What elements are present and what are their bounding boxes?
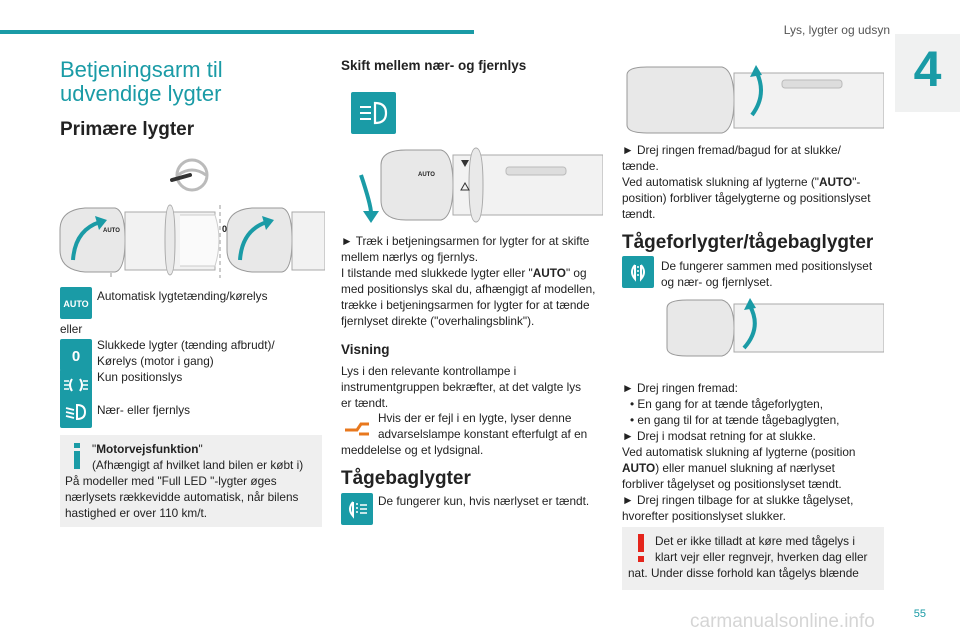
vis-line-3: er tændt. bbox=[341, 396, 389, 410]
vis-line-6: meddelelse og et lydsignal. bbox=[341, 443, 484, 457]
note-line-1: (Afhængigt af hvilket land bilen er købt i) bbox=[92, 458, 304, 472]
switch-beam-heading: Skift mellem nær- og fjernlys bbox=[341, 58, 527, 73]
motorway-note-box: "Motorvejsfunktion" (Afhængigt af hvilket land bilen er købt i) På modeller med "Full LED "-lygter øges nærlysets rækkevidde automatisk, når bilens hastighed er over 110 km/t. bbox=[60, 435, 322, 527]
para1-line-2: mellem nærlys og fjernlys. bbox=[341, 250, 479, 264]
section-title: Lys, lygter og udsyn bbox=[783, 23, 890, 37]
warning-icon bbox=[636, 534, 646, 562]
p2-line-3: • en gang til for at tænde tågebaglygten, bbox=[630, 413, 840, 427]
rear-fog-text: De fungerer kun, hvis nærlyset er tændt. bbox=[378, 494, 590, 508]
page-title: Betjeningsarm til udvendige lygter bbox=[60, 57, 223, 106]
lights-off-icon-label: 0 bbox=[71, 348, 81, 365]
p2-line-8: ► Drej ringen tilbage for at slukke tågelyset, bbox=[622, 493, 854, 507]
chapter-number: 4 bbox=[913, 41, 942, 97]
p2-line-4: ► Drej i modsat retning for at slukke. bbox=[622, 429, 816, 443]
stalk-illustration-ring bbox=[622, 65, 884, 135]
p1-auto: AUTO bbox=[818, 175, 853, 189]
vis-line-2: instrumentgruppen bekræfter, at det valgte lys bbox=[341, 380, 581, 394]
position-lights-text: Kun positionslys bbox=[97, 370, 183, 384]
para1-line-1: ► Træk i betjeningsarmen for lygter for at skifte bbox=[341, 234, 590, 248]
stalk-auto-label: AUTO bbox=[103, 228, 120, 234]
stalk-illustration-fog-ring bbox=[662, 298, 884, 358]
chapter-tab bbox=[895, 34, 960, 112]
para1-line-4: med positionslys skal du, afhængigt af modellen, bbox=[341, 282, 596, 296]
vis-line-5: advarselslampe konstant efterfulgt af en bbox=[378, 427, 588, 441]
p2-line-9: hvorefter positionslyset slukker. bbox=[622, 509, 786, 523]
fog-warning-box bbox=[622, 527, 884, 590]
lights-off-text-1: Slukkede lygter (tænding afbrudt)/ bbox=[97, 338, 275, 352]
para1-line-3a: I tilstande med slukkede lygter eller " bbox=[341, 266, 533, 280]
para1-line-3c: " og bbox=[565, 266, 587, 280]
p2-line-5: Ved automatisk slukning af lygterne (position bbox=[622, 445, 856, 459]
p1-line-2: tænde. bbox=[622, 159, 659, 173]
p2-line-2: • En gang for at tænde tågeforlygten, bbox=[630, 397, 824, 411]
p1-line-4: position) forbliver tågelygterne og positionslyset bbox=[622, 191, 871, 205]
visning-heading: Visning bbox=[341, 342, 390, 357]
dipped-beam-icon bbox=[60, 396, 92, 428]
p2-line-6b: ) eller manuel slukning af nærlyset bbox=[655, 461, 835, 475]
stalk-illustration-pull bbox=[341, 145, 603, 225]
fog-line-2: og nær- og fjernlyset. bbox=[661, 275, 773, 289]
vis-line-4: Hvis der er fejl i en lygte, lyser denne bbox=[378, 411, 572, 425]
p1-line-1: ► Drej ringen fremad/bagud for at slukke/ bbox=[622, 143, 841, 157]
header-accent-bar bbox=[0, 30, 474, 34]
p2-line-7: forbliver tågelyset og positionslyset tændt. bbox=[622, 477, 842, 491]
info-icon bbox=[70, 443, 84, 469]
stalk-pull-auto-label: AUTO bbox=[418, 172, 435, 178]
lights-off-icon bbox=[60, 339, 92, 371]
stalk-zero-label: 0 bbox=[222, 224, 228, 234]
p2-line-1: ► Drej ringen fremad: bbox=[622, 381, 738, 395]
steering-wheel-icon bbox=[170, 157, 210, 193]
p1-line-3c: "- bbox=[852, 175, 861, 189]
fog-line-1: De fungerer sammen med positionslyset bbox=[661, 259, 873, 273]
warn-line-2: klart vejr eller regnvejr, hverken dag eller bbox=[655, 550, 868, 564]
vis-line-1: Lys i den relevante kontrollampe i bbox=[341, 364, 517, 378]
p2-auto: AUTO bbox=[622, 461, 656, 475]
note-line-3: nærlysets rækkevidde automatisk, når bilens bbox=[65, 490, 299, 504]
auto-icon-label: AUTO bbox=[63, 299, 89, 309]
warning-lamp-icon bbox=[341, 412, 373, 444]
auto-text: Automatisk lygtetænding/kørelys bbox=[97, 289, 268, 303]
para1-auto: AUTO bbox=[532, 266, 566, 280]
fog-heading: Tågeforlygter/tågebaglygter bbox=[622, 232, 874, 253]
note-title: Motorvejsfunktion bbox=[96, 442, 199, 456]
dipped-main-text: Nær- eller fjernlys bbox=[97, 403, 191, 417]
main-beam-icon bbox=[351, 92, 396, 134]
lights-off-text-2: Kørelys (motor i gang) bbox=[97, 354, 214, 368]
rear-fog-icon bbox=[341, 493, 373, 525]
para1-line-6: fjernlyset direkte ("overhalingsblink"). bbox=[341, 314, 535, 328]
eller-text: eller bbox=[60, 322, 83, 336]
auto-icon bbox=[60, 287, 92, 319]
page-number: 55 bbox=[913, 608, 926, 620]
warn-line-3: nat. Under disse forhold kan tågelys blænde bbox=[628, 566, 859, 580]
watermark: carmanualsonline.info bbox=[690, 611, 875, 632]
p1-line-3a: Ved automatisk slukning af lygterne (" bbox=[622, 175, 819, 189]
note-line-2: På modeller med "Full LED "-lygter øges bbox=[65, 474, 277, 488]
para1-line-5: trække i betjeningsarmen for lygter for at tænde bbox=[341, 298, 590, 312]
rear-fog-heading: Tågebaglygter bbox=[341, 468, 471, 489]
warn-line-1: Det er ikke tilladt at køre med tågelys i bbox=[655, 534, 855, 548]
primary-lights-heading: Primære lygter bbox=[60, 119, 195, 140]
p1-line-5: tændt. bbox=[622, 207, 656, 221]
front-fog-icon bbox=[622, 256, 654, 288]
stalk-illustration-auto bbox=[55, 200, 325, 280]
note-line-4: hastighed er over 110 km/t. bbox=[65, 506, 208, 520]
